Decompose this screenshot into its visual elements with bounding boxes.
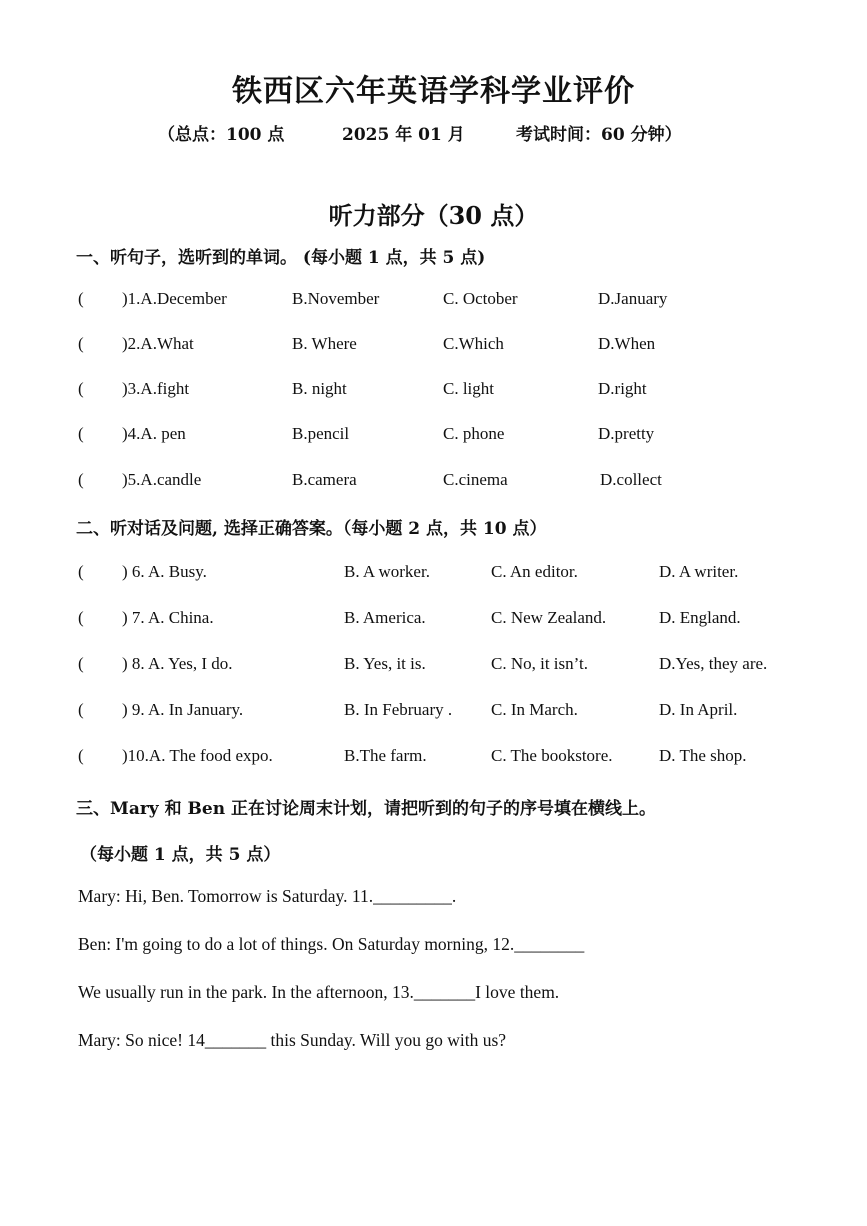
option-d: D. In April.	[659, 700, 738, 719]
answer-bracket[interactable]: (	[78, 289, 84, 308]
option-c: C.Which	[443, 334, 504, 353]
option-a: ) 9. A. In January.	[122, 700, 244, 719]
option-b: B. Yes, it is.	[344, 654, 426, 673]
question-row	[0, 379, 867, 409]
option-b: B. America.	[344, 608, 426, 627]
option-c: C. October	[443, 289, 518, 308]
dialog-line: Ben: I'm going to do a lot of things. On Saturday morning, 12.________	[78, 934, 585, 954]
answer-bracket[interactable]: (	[78, 746, 84, 765]
answer-bracket[interactable]: (	[78, 700, 84, 719]
option-b: B. night	[292, 379, 347, 398]
dialog-line: Mary: Hi, Ben. Tomorrow is Saturday. 11._________.	[78, 886, 457, 906]
option-c: C. No, it isn’t.	[491, 654, 588, 673]
total-points: （总点：100 点	[158, 125, 285, 145]
question-row	[0, 608, 867, 638]
exam-duration: 考试时间：60 分钟）	[516, 125, 682, 145]
question-row	[0, 700, 867, 730]
option-a: )1.A.December	[122, 289, 227, 308]
option-a: )4.A. pen	[122, 424, 186, 443]
option-b: B.camera	[292, 470, 357, 489]
option-d: D. England.	[659, 608, 741, 627]
part3-subheading: （每小题 1 点，共 5 点）	[80, 845, 281, 865]
option-c: C. In March.	[491, 700, 578, 719]
question-row	[0, 289, 867, 319]
option-d: D.collect	[600, 470, 662, 489]
part3-heading: 三、Mary 和 Ben 正在讨论周末计划，请把听到的句子的序号填在横线上。	[76, 799, 656, 819]
option-b: B.November	[292, 289, 380, 308]
answer-bracket[interactable]: (	[78, 562, 84, 581]
option-c: C. phone	[443, 424, 505, 443]
option-b: B. Where	[292, 334, 357, 353]
exam-title: 铁西区六年英语学科学业评价	[232, 74, 635, 109]
option-d: D.pretty	[598, 424, 655, 443]
option-d: D.Yes, they are.	[659, 654, 768, 673]
question-row	[0, 654, 867, 684]
option-c: C. The bookstore.	[491, 746, 613, 765]
question-row	[0, 562, 867, 592]
answer-bracket[interactable]: (	[78, 654, 84, 673]
option-a: )5.A.candle	[122, 470, 202, 489]
option-c: C. New Zealand.	[491, 608, 607, 627]
question-row	[0, 470, 867, 500]
answer-bracket[interactable]: (	[78, 608, 84, 627]
question-row	[0, 334, 867, 364]
option-c: C.cinema	[443, 470, 508, 489]
option-a: ) 7. A. China.	[122, 608, 214, 627]
option-a: )2.A.What	[122, 334, 194, 353]
option-c: C. An editor.	[491, 562, 578, 581]
option-d: D.When	[598, 334, 656, 353]
option-c: C. light	[443, 379, 495, 398]
option-d: D.January	[598, 289, 668, 308]
answer-bracket[interactable]: (	[78, 470, 84, 489]
answer-bracket[interactable]: (	[78, 379, 84, 398]
section-title: 听力部分（30 点）	[328, 201, 539, 230]
question-row	[0, 746, 867, 776]
option-b: B.The farm.	[344, 746, 427, 765]
exam-date: 2025 年 01 月	[342, 125, 465, 145]
answer-bracket[interactable]: (	[78, 334, 84, 353]
option-a: )3.A.fight	[122, 379, 190, 398]
option-a: ) 8. A. Yes, I do.	[122, 654, 233, 673]
answer-bracket[interactable]: (	[78, 424, 84, 443]
option-a: ) 6. A. Busy.	[122, 562, 207, 581]
option-b: B. In February .	[344, 700, 453, 719]
part2-heading: 二、听对话及问题, 选择正确答案。（每小题 2 点，共 10 点）	[76, 519, 547, 539]
dialog-line: Mary: So nice! 14_______ this Sunday. Will you go with us?	[78, 1030, 507, 1050]
option-d: D.right	[598, 379, 647, 398]
part1-heading: 一、听句子，选听到的单词。 (每小题 1 点，共 5 点)	[76, 248, 486, 268]
question-row	[0, 424, 867, 454]
option-b: B.pencil	[292, 424, 350, 443]
option-b: B. A worker.	[344, 562, 430, 581]
option-d: D. The shop.	[659, 746, 747, 765]
option-a: )10.A. The food expo.	[122, 746, 273, 765]
dialog-line: We usually run in the park. In the afternoon, 13._______I love them.	[78, 982, 560, 1002]
option-d: D. A writer.	[659, 562, 739, 581]
